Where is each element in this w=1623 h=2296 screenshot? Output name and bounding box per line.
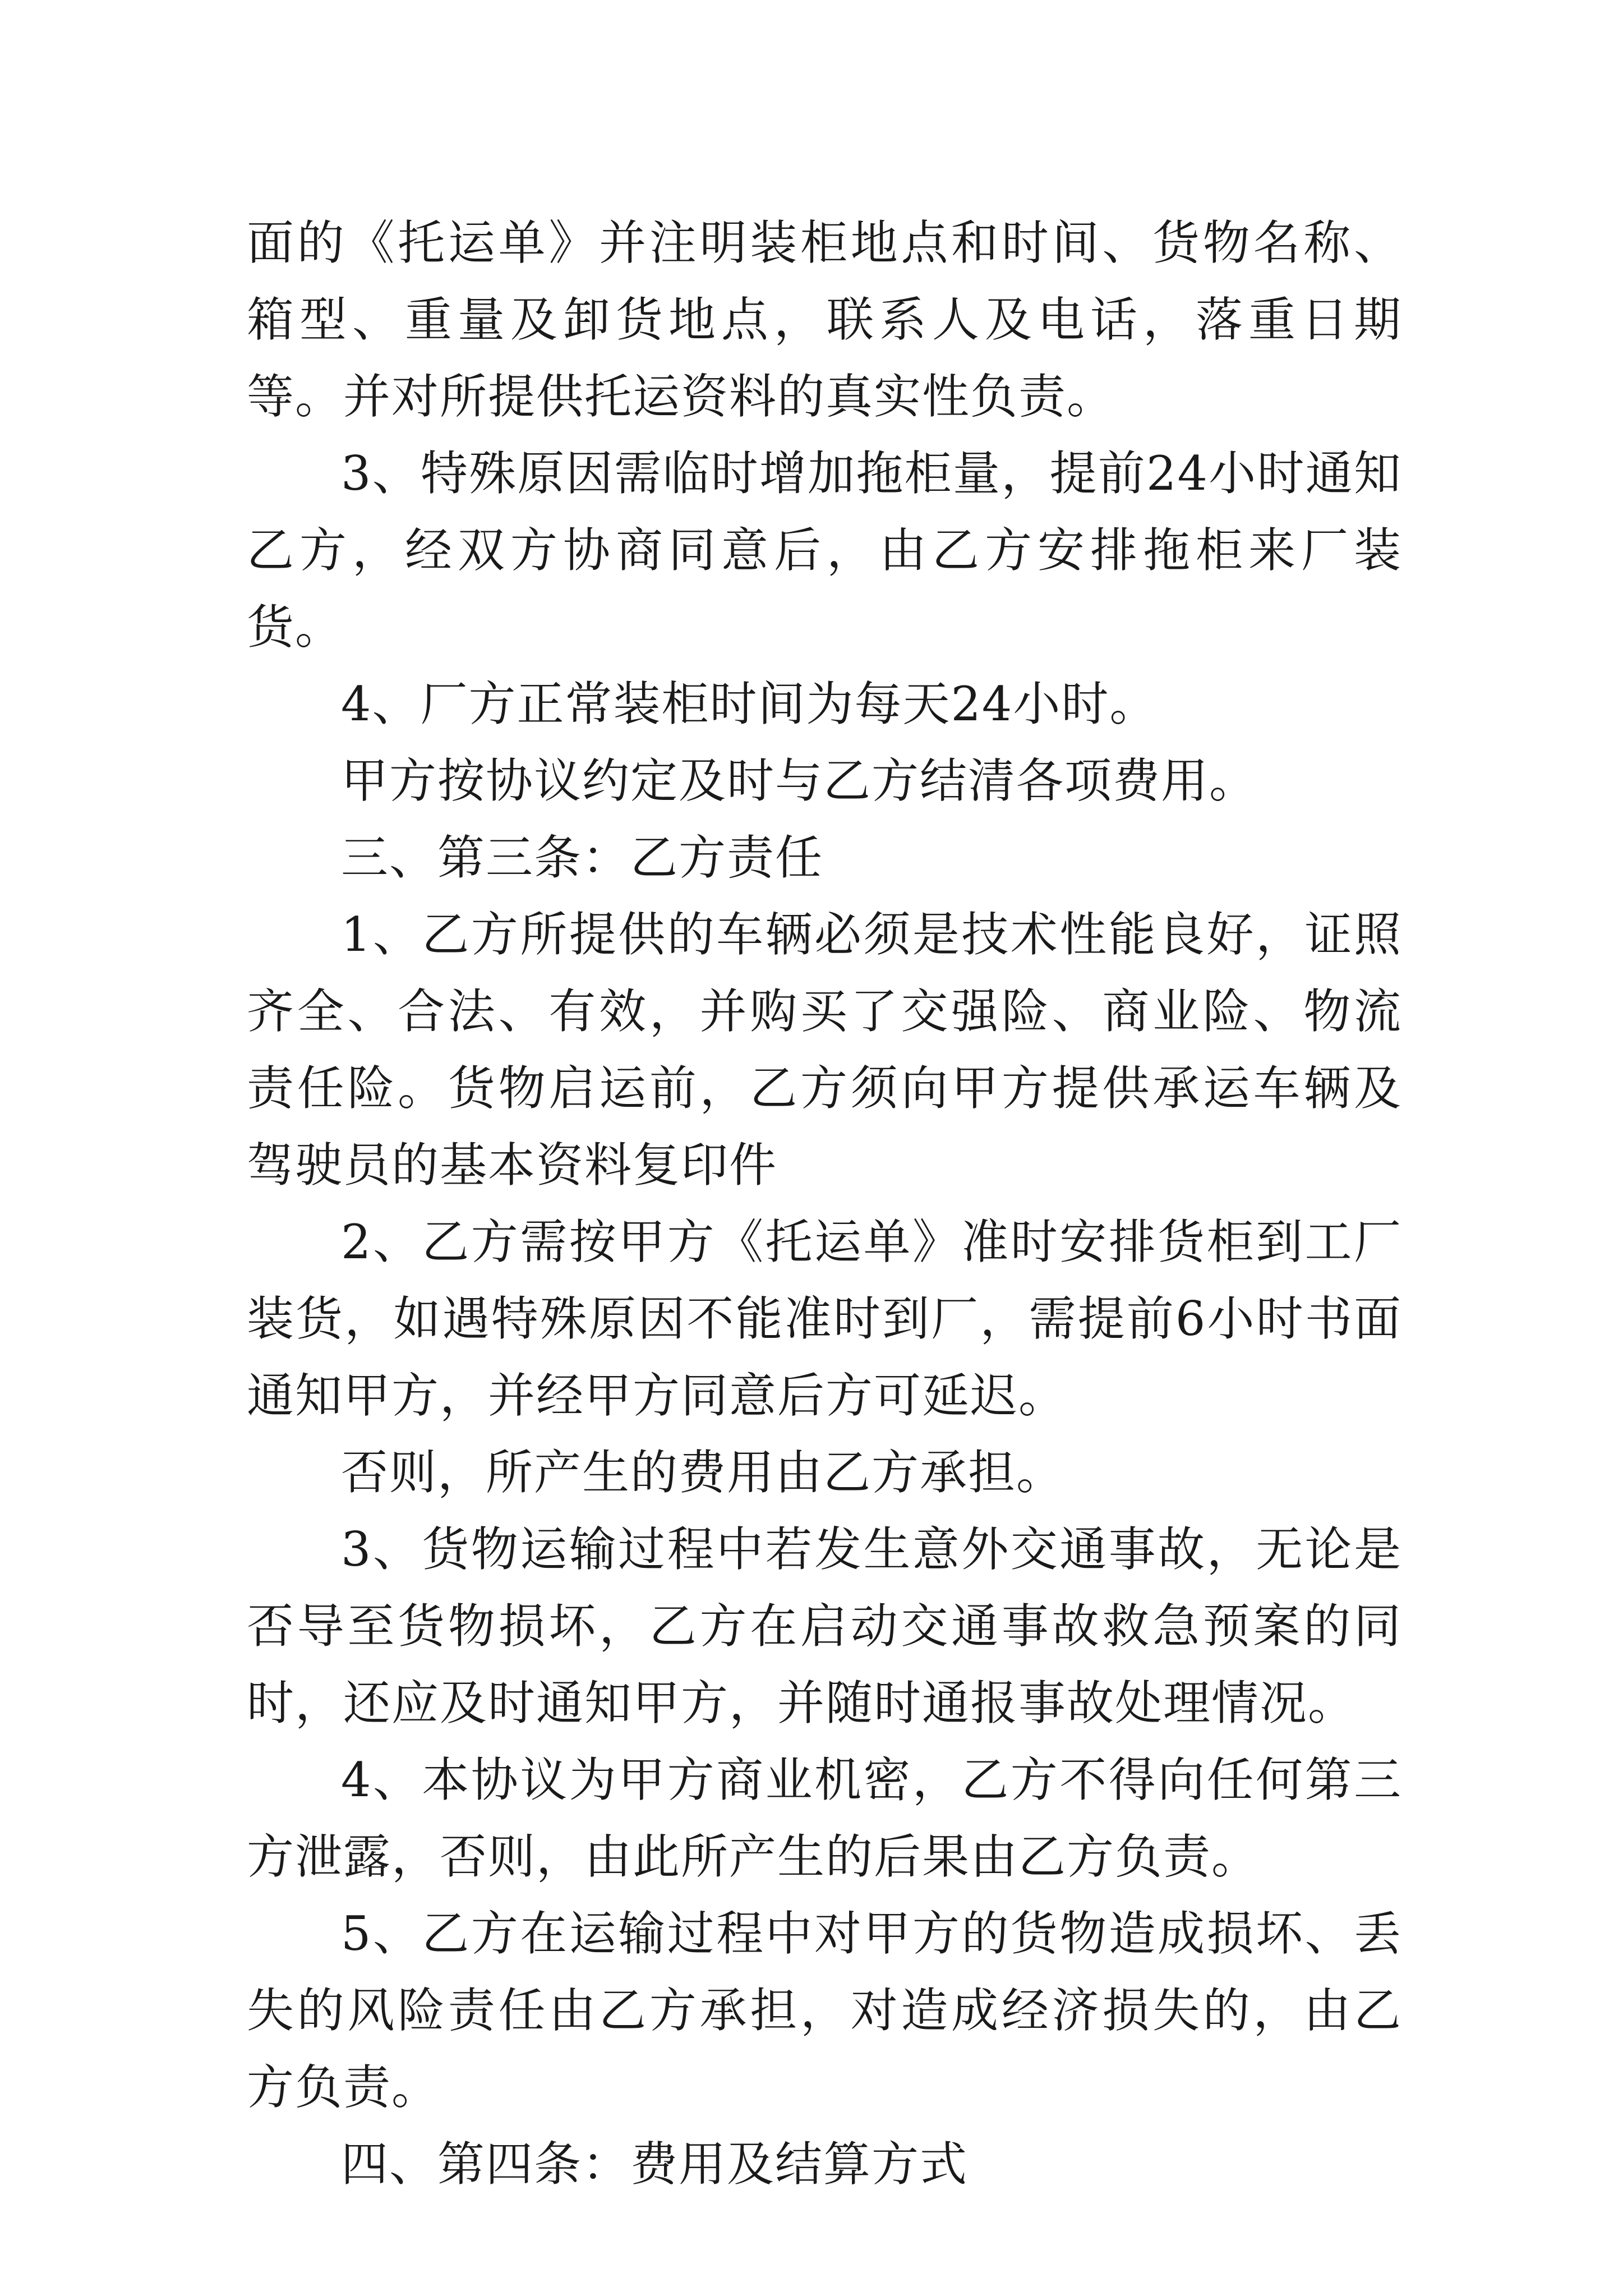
paragraph-otherwise: 否则，所产生的费用由乙方承担。 [341,1445,1065,1500]
paragraph-clause-2-4: 4、厂方正常装柜时间为每天24小时。 [341,677,1158,731]
paragraph-clause-2-3: 3、特殊原因需临时增加拖柜量，提前24小时通知乙方，经双方协商同意后，由乙方安排拖柜来厂装货。 [247,446,1402,655]
paragraph-clause-3-4: 4、本协议为甲方商业机密，乙方不得向任何第三方泄露，否则，由此所产生的后果由乙方负责。 [247,1752,1402,1884]
section-heading-article-4: 四、第四条：费用及结算方式 [341,2137,969,2192]
paragraph-clause-3-5: 5、乙方在运输过程中对甲方的货物造成损坏、丢失的风险责任由乙方承担，对造成经济损失的，由乙方负责。 [247,1906,1402,2115]
section-heading-article-3: 三、第三条：乙方责任 [341,830,824,885]
paragraph-consignment-note: 面的《托运单》并注明装柜地点和时间、货物名称、箱型、重量及卸货地点，联系人及电话，落重日期等。并对所提供托运资料的真实性负责。 [247,215,1402,424]
paragraph-settlement: 甲方按协议约定及时与乙方结清各项费用。 [341,753,1258,808]
document-body [247,205,1402,2203]
paragraph-clause-3-2: 2、乙方需按甲方《托运单》准时安排货柜到工厂装货，如遇特殊原因不能准时到厂，需提前6小时书面通知甲方，并经甲方同意后方可延迟。 [247,1214,1402,1423]
paragraph-clause-3-3: 3、货物运输过程中若发生意外交通事故，无论是否导至货物损坏，乙方在启动交通事故救急预案的同时，还应及时通知甲方，并随时通报事故处理情况。 [247,1522,1402,1731]
paragraph-clause-3-1: 1、乙方所提供的车辆必须是技术性能良好，证照齐全、合法、有效，并购买了交强险、商业险、物流责任险。货物启运前，乙方须向甲方提供承运车辆及驾驶员的基本资料复印件 [247,907,1402,1193]
